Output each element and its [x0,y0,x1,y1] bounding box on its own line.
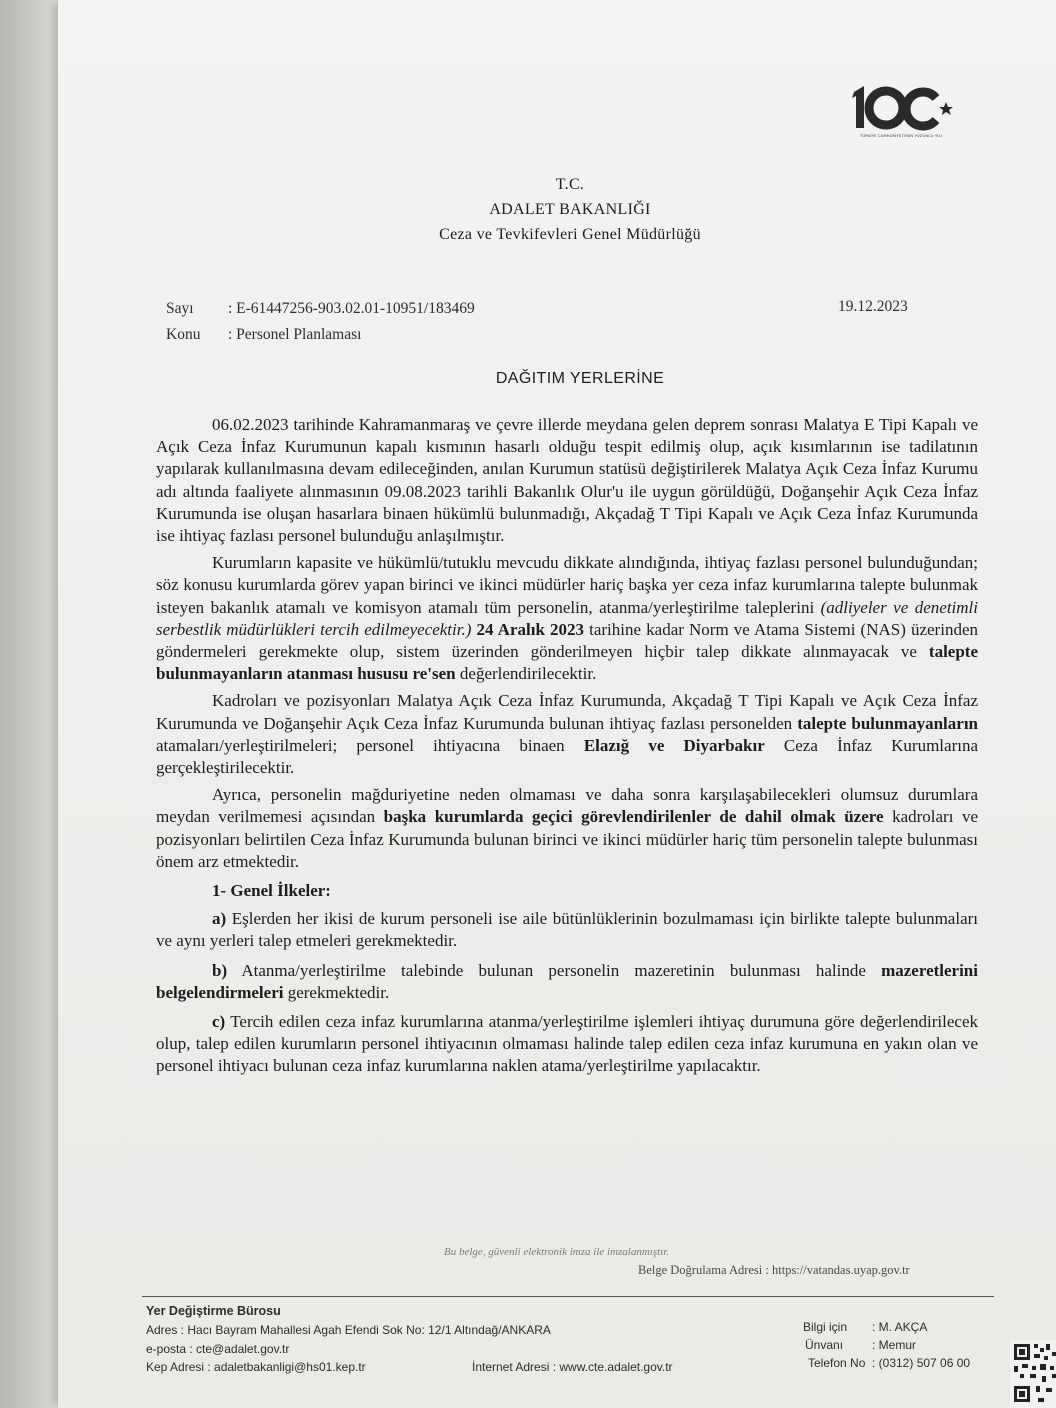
header-ministry: ADALET BAKANLIĞI [489,201,651,218]
konu-label: Konu [166,326,201,343]
principle-b-emphasis: mazeretlerini belgelendirmeleri [156,960,978,1002]
sayi-row [166,300,475,318]
principle-b: b) Atanma/yerleştirilme talebinde bulunan personelin mazeretinin bulunması halinde mazeretlerini belgelendirmeleri gerekmektedir. [156,960,978,1002]
qr-code-icon [1010,1340,1056,1408]
footer-email: e-posta : cte@adalet.gov.tr [146,1342,290,1356]
principle-a: a) Eşlerden her ikisi de kurum personeli ise aile bütünlüklerinin bozulmaması için birlikte talepte bulunmaları ve aynı yerleri talep etmeleri gerekmektedir. [156,909,978,951]
footer-title-label: Ünvanı [805,1338,844,1352]
sayi-label: Sayı [166,300,194,317]
letter-body [156,414,978,1083]
footer-kep: Kep Adresi : adaletbakanligi@hs01.kep.tr [146,1360,366,1374]
paragraph-1: 06.02.2023 tarihinde Kahramanmaraş ve çevre illerde meydana gelen deprem sonrası Malatya E Tipi Kapalı ve Açık Ceza İnfaz Kurumunun kapalı kısmının hasarlı olduğu tespit edilmiş olup, açık kısımlarının ise tadilatının yapılarak kullanılmasına devam edileceğinden, anılan Kurumun statüsü değiştirilerek Malatya Açık Ceza İnfaz Kurumu adı altında faaliyete alınmasının 09.08.2023 tarihli Bakanlık Olur'u ile uygun görüldüğü, Doğanşehir Açık Ceza İnfaz Kurumunda ise oluşan hasarlara binaen hükümlü bulunmadığı, Akçadağ T Tipi Kapalı ve Açık Ceza İnfaz Kurumunda ise ihtiyaç fazlası personel bulunduğu anlaşılmıştır. [156,415,978,546]
header-tc: T.C. [555,176,585,193]
konu-value: : Personel Planlaması [228,326,362,343]
centenary-logo-icon [848,78,960,138]
paragraph-3: Kadroları ve pozisyonları Malatya Açık Ceza İnfaz Kurumunda, Akçadağ T Tipi Kapalı ve Açık Ceza İnfaz Kurumunda ve Doğanşehir Açık Ceza İnfaz Kurumunda bulunan ihtiyaç fazlası personelden talepte bulunmayanların atamaları/yerleştirilmeleri; personel ihtiyacına binaen Elazığ ve Diyarbakır Ceza İnfaz Kurumlarına gerçekleştirilecektir. [156,691,978,778]
footer-phone-value: : (0312) 507 06 00 [872,1356,971,1370]
distribution-title: DAĞITIM YERLERİNE [495,370,665,387]
paragraph-2-deadline: 24 Aralık 2023 [471,619,585,639]
paragraph-3-emphasis-1: talepte bulunmayanların [797,713,978,733]
principle-c: c) Tercih edilen ceza infaz kurumlarına atanma/yerleştirilme işlemleri ihtiyaç durumuna göre değerlendirilecek olup, talep edilen kurumların personel ihtiyacının olmaması halinde talep edilen ceza infaz kurumuna en yakın olan ve personel ihtiyacı bulunan ceza infaz kurumlarına naklen atama/yerleştirilme yapılacaktır. [156,1012,978,1076]
section-heading: 1- Genel İlkeler: [212,881,331,901]
footer-office: Yer Değiştirme Bürosu [146,1304,281,1318]
document-date: 19.12.2023 [838,298,908,315]
logo-subtitle: TÜRKİYE CUMHURİYETİ'NİN YÜZÜNCÜ YILI [860,134,943,138]
paragraph-3-emphasis-2: Elazığ ve Diyarbakır [583,735,765,755]
paragraph-2-note: (adliyeler ve denetimli serbestlik müdürlükleri tercih edilmeyecektir.) [156,597,979,639]
konu-row [166,326,361,344]
paragraph-4-emphasis: başka kurumlarda geçici görevlendirilenler de dahil olmak üzere [383,807,884,827]
esign-note: Bu belge, güvenli elektronik imza ile imzalanmıştır. [444,1246,670,1258]
sayi-value: : E-61447256-903.02.01-10951/183469 [228,300,475,317]
footer-info-label: Bilgi için [803,1320,848,1334]
paragraph-2-emphasis: talepte bulunmayanların atanması hususu re'sen [156,642,978,684]
header-directorate: Ceza ve Tevkifevleri Genel Müdürlüğü [439,226,701,243]
paragraph-4: Ayrıca, personelin mağduriyetine neden olmaması ve daha sonra karşılaşabilecekleri olumsuz durumlara meydan verilmemesi açısından başka kurumlarda geçici görevlendirilenler de dahil olmak üzere kadroları ve pozisyonları belirtilen Ceza İnfaz Kurumunda bulunan birinci ve ikinci müdürler hariç tüm personelin talepte bulunması önem arz etmektedir. [156,785,979,871]
verification-address: Belge Doğrulama Adresi : https://vatandas.uyap.gov.tr [638,1263,910,1277]
footer-title-value: : Memur [872,1338,917,1352]
footer-phone-label: Telefon No [808,1356,866,1370]
paragraph-2: Kurumların kapasite ve hükümlü/tutuklu mevcudu dikkate alındığında, ihtiyaç fazlası personel bulunduğundan; söz konusu kurumlarda görev yapan birinci ve ikinci müdürler hariç başka yer ceza infaz kurumlarına talepte bulunmak isteyen bakanlık atamalı ve komisyon atamalı tüm personelin, atanma/yerleştirilme taleplerini (adliyeler ve denetimli serbestlik müdürlükleri tercih edilmeyecektir.) 24 Aralık 2023 tarihine kadar Norm ve Atama Sistemi (NAS) üzerinden göndermeleri gerekmekte olup, sistem üzerinden gönderilmeyen hiçbir talep dikkate alınmayacak ve talepte bulunmayanların atanması hususu re'sen değerlendirilecektir. [156,553,979,684]
footer-info-value: : M. AKÇA [872,1320,928,1334]
footer-internet: İnternet Adresi : www.cte.adalet.gov.tr [472,1360,673,1374]
centenary-logo [848,78,960,144]
footer-address: Adres : Hacı Bayram Mahallesi Agah Efendi Sok No: 12/1 Altındağ/ANKARA [146,1323,551,1337]
footer-divider [142,1296,994,1297]
